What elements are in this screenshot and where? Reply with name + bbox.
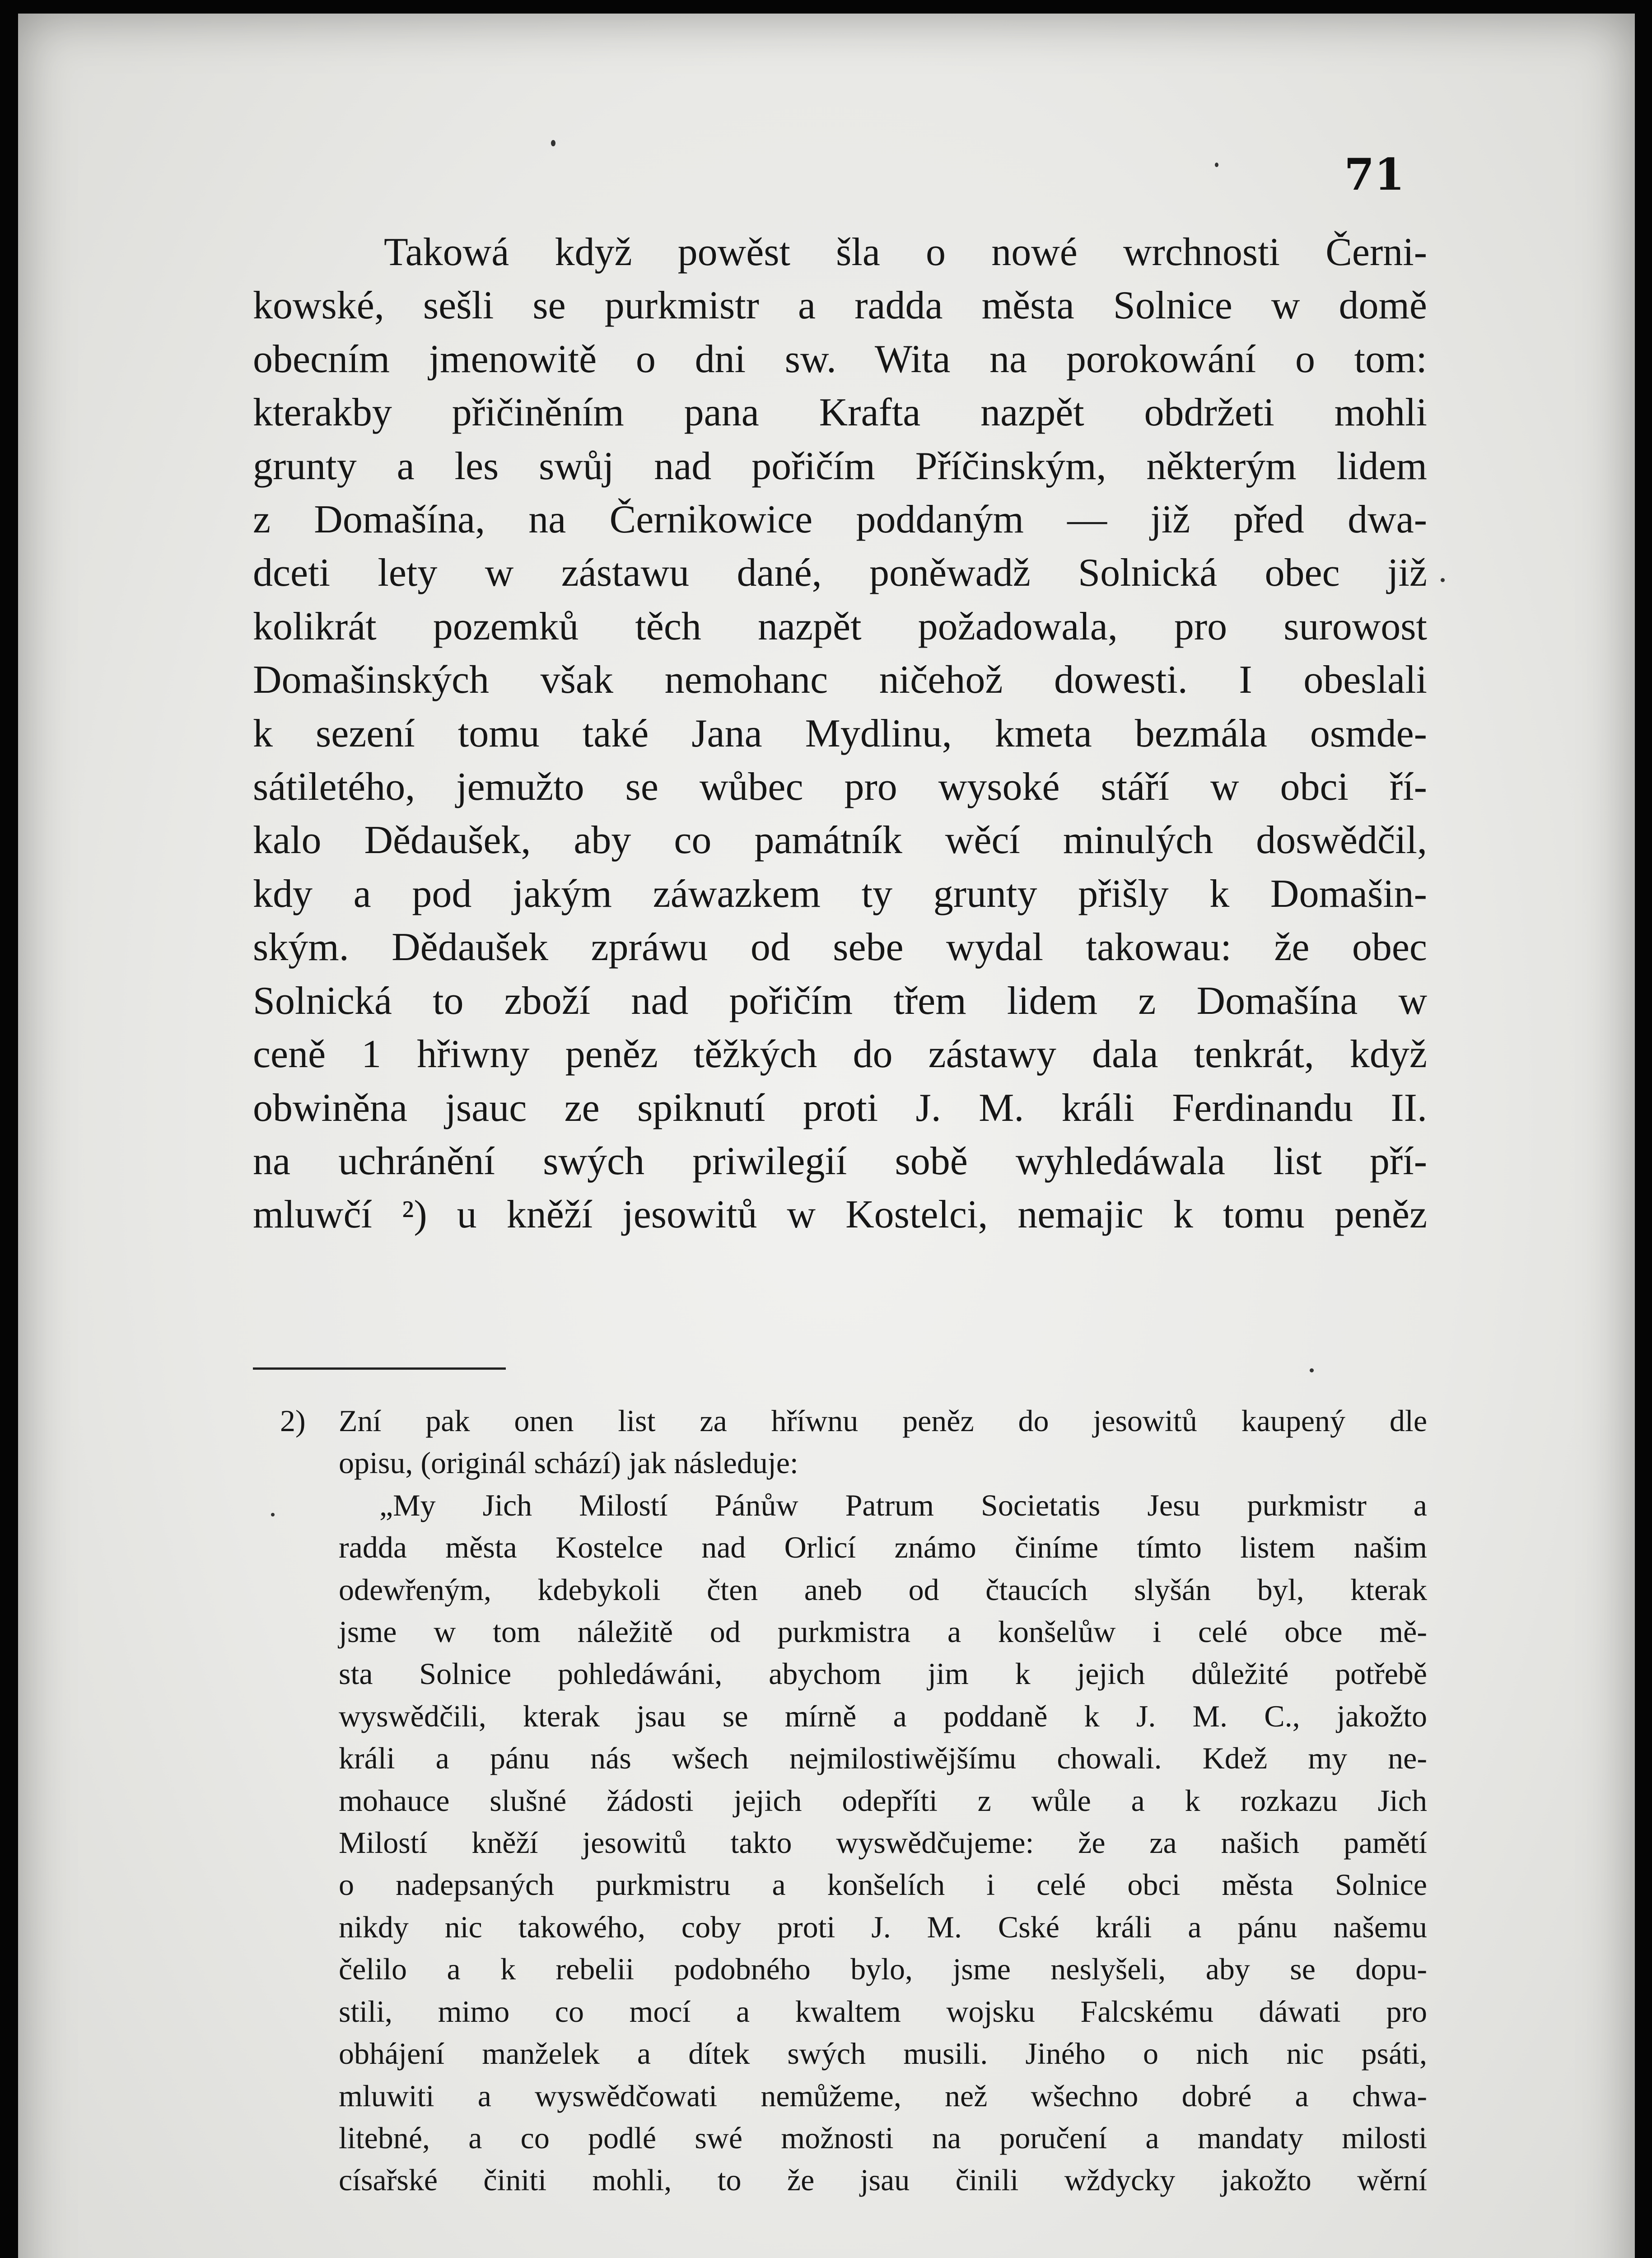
text-line: kalo Dědaušek, aby co památník wěcí minulých doswědčil, bbox=[253, 818, 1427, 863]
footnote-line: čelilo a k rebelii podobného bylo, jsme neslyšeli, aby se dopu- bbox=[339, 1952, 1427, 1987]
footnote-line: litebné, a co podlé swé možnosti na poručení a mandaty milosti bbox=[339, 2120, 1427, 2155]
footnote-line: stili, mimo co mocí a kwaltem wojsku Falcskému dáwati pro bbox=[339, 1994, 1427, 2029]
footnote-marker: 2) bbox=[280, 1404, 306, 1438]
scan-speck bbox=[551, 140, 555, 146]
footnote-line: císařské činiti mohli, to že jsau činili wždycky jakožto wěrní bbox=[339, 2163, 1427, 2197]
footnote-line: jsme w tom náležitě od purkmistra a konšelůw i celé obce mě- bbox=[339, 1614, 1427, 1649]
text-line: sátiletého, jemužto se wůbec pro wysoké stáří w obci ří- bbox=[253, 765, 1427, 809]
text-line: kowské, sešli se purkmistr a radda města Solnice w domě bbox=[253, 284, 1427, 328]
page-number: 71 bbox=[1344, 149, 1405, 200]
footnote-line: wyswědčili, kterak jsau se mírně a poddaně k J. M. C., jakožto bbox=[339, 1698, 1427, 1733]
footnote-line: opisu, (originál schází) jak následuje: bbox=[339, 1446, 798, 1480]
footnote-line: obhájení manželek a dítek swých musili. Jiného o nich nic psáti, bbox=[339, 2036, 1427, 2071]
main-text bbox=[253, 226, 1427, 1242]
text-line: kterakby přičiněním pana Krafta nazpět obdržeti mohli bbox=[253, 391, 1427, 435]
footnote-body bbox=[339, 1400, 1427, 2202]
text-line: ským. Dědaušek zpráwu od sebe wydal takowau: že obec bbox=[253, 925, 1427, 970]
text-line: Domašinských však nemohanc ničehož dowesti. I obeslali bbox=[253, 658, 1427, 702]
footnote-line: nikdy nic takowého, coby proti J. M. Cské králi a pánu našemu bbox=[339, 1909, 1427, 1944]
footnote-line: králi a pánu nás wšech nejmilostiwějšímu chowali. Kdež my ne- bbox=[339, 1741, 1427, 1776]
scan-speck bbox=[1441, 578, 1445, 582]
footnote-line: Zní pak onen list za hříwnu peněz do jesowitů kaupený dle bbox=[339, 1404, 1427, 1438]
text-line: na uchránění swých priwilegií sobě wyhledáwala list pří- bbox=[253, 1139, 1427, 1183]
footnote-line: mluwiti a wyswědčowati nemůžeme, než wšechno dobré a chwa- bbox=[339, 2078, 1427, 2113]
scan-speck bbox=[271, 1513, 275, 1516]
text-line: z Domašína, na Černikowice poddaným — již před dwa- bbox=[253, 498, 1427, 542]
text-line: ceně 1 hřiwny peněz těžkých do zástawy dala tenkrát, když bbox=[253, 1032, 1427, 1077]
footnote-line: sta Solnice pohledáwáni, abychom jim k jejich důležité potřebě bbox=[339, 1656, 1427, 1691]
footnote bbox=[280, 1400, 1427, 2202]
text-line: kdy a pod jakým záwazkem ty grunty přišly k Domašin- bbox=[253, 872, 1427, 916]
book-page bbox=[18, 14, 1635, 2258]
footnote-line: Milostí kněží jesowitů takto wyswědčujeme: že za našich pamětí bbox=[339, 1825, 1427, 1860]
footnote-line: radda města Kostelce nad Orlicí známo činíme tímto listem našim bbox=[339, 1530, 1427, 1565]
footnote-line: „My Jich Milostí Pánůw Patrum Societatis Jesu purkmistr a bbox=[379, 1488, 1427, 1522]
text-line: obecním jmenowitě o dni sw. Wita na porokowání o tom: bbox=[253, 337, 1427, 381]
scan-speck bbox=[1310, 1368, 1314, 1372]
text-line: mluwčí ²) u kněží jesowitů w Kostelci, nemajic k tomu peněz bbox=[253, 1193, 1427, 1237]
text-line: grunty a les swůj nad pořičím Příčinským, některým lidem bbox=[253, 444, 1427, 488]
footnote-line: mohauce slušné žádosti jejich odepříti z wůle a k rozkazu Jich bbox=[339, 1783, 1427, 1818]
text-line: Solnická to zboží nad pořičím třem lidem z Domašína w bbox=[253, 979, 1427, 1023]
text-line: dceti lety w zástawu dané, poněwadž Solnická obec již bbox=[253, 551, 1427, 595]
text-line: obwiněna jsauc ze spiknutí proti J. M. králi Ferdinandu II. bbox=[253, 1086, 1427, 1130]
footnote-line: odewřeným, kdebykoli čten aneb od čtaucích slyšán byl, kterak bbox=[339, 1572, 1427, 1607]
footnote-separator bbox=[253, 1367, 506, 1370]
scan-speck bbox=[1215, 163, 1218, 167]
text-line: Takowá když powěst šla o nowé wrchnosti Černi- bbox=[384, 230, 1427, 274]
text-line: k sezení tomu také Jana Mydlinu, kmeta bezmála osmde- bbox=[253, 711, 1427, 756]
text-line: kolikrát pozemků těch nazpět požadowala, pro surowost bbox=[253, 604, 1427, 648]
footnote-line: o nadepsaných purkmistru a konšelích i celé obci města Solnice bbox=[339, 1867, 1427, 1902]
